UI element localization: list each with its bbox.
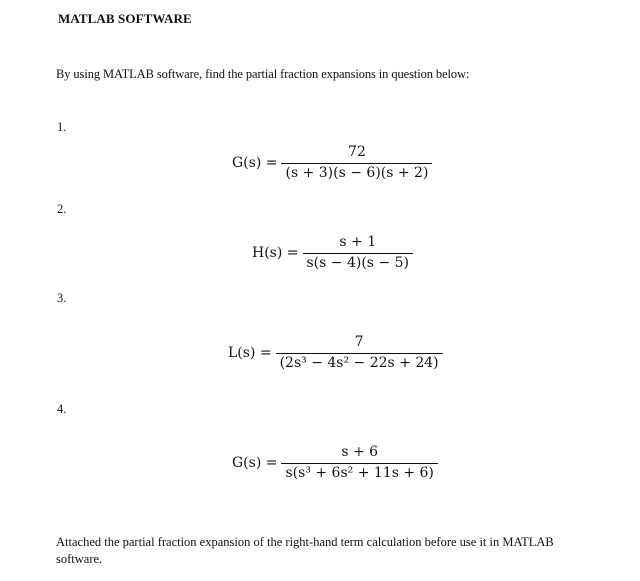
denominator: (s + 3)(s − 6)(s + 2) <box>281 163 432 182</box>
footer-note: Attached the partial fraction expansion of the right-hand term calculation before use it in MATLAB software. <box>56 535 554 566</box>
question-4-number: 4. <box>57 402 67 416</box>
equation-lhs: H(s) = <box>252 245 299 261</box>
numerator: s + 1 <box>339 234 377 250</box>
denominator: s(s − 4)(s − 5) <box>303 253 413 272</box>
fraction <box>276 334 443 372</box>
equation-lhs: G(s) = <box>232 455 278 471</box>
question-1-number: 1. <box>57 120 67 134</box>
question-3-equation <box>228 334 443 372</box>
fraction <box>281 444 437 482</box>
fraction <box>303 234 413 272</box>
question-4-equation <box>232 444 438 482</box>
equation-lhs: G(s) = <box>232 155 278 171</box>
equation-lhs: L(s) = <box>228 345 272 361</box>
question-2-number: 2. <box>57 202 67 216</box>
numerator: 72 <box>348 144 366 160</box>
denominator: (2s³ − 4s² − 22s + 24) <box>276 353 443 372</box>
instruction-text: By using MATLAB software, find the partial fraction expansions in question below: <box>56 67 470 81</box>
question-2-equation <box>252 234 413 272</box>
question-1-equation <box>232 144 432 182</box>
question-3-number: 3. <box>57 291 67 305</box>
document-title: MATLAB SOFTWARE <box>58 11 192 26</box>
fraction <box>281 144 432 182</box>
denominator: s(s³ + 6s² + 11s + 6) <box>281 463 437 482</box>
numerator: s + 6 <box>341 444 379 460</box>
numerator: 7 <box>354 334 364 350</box>
